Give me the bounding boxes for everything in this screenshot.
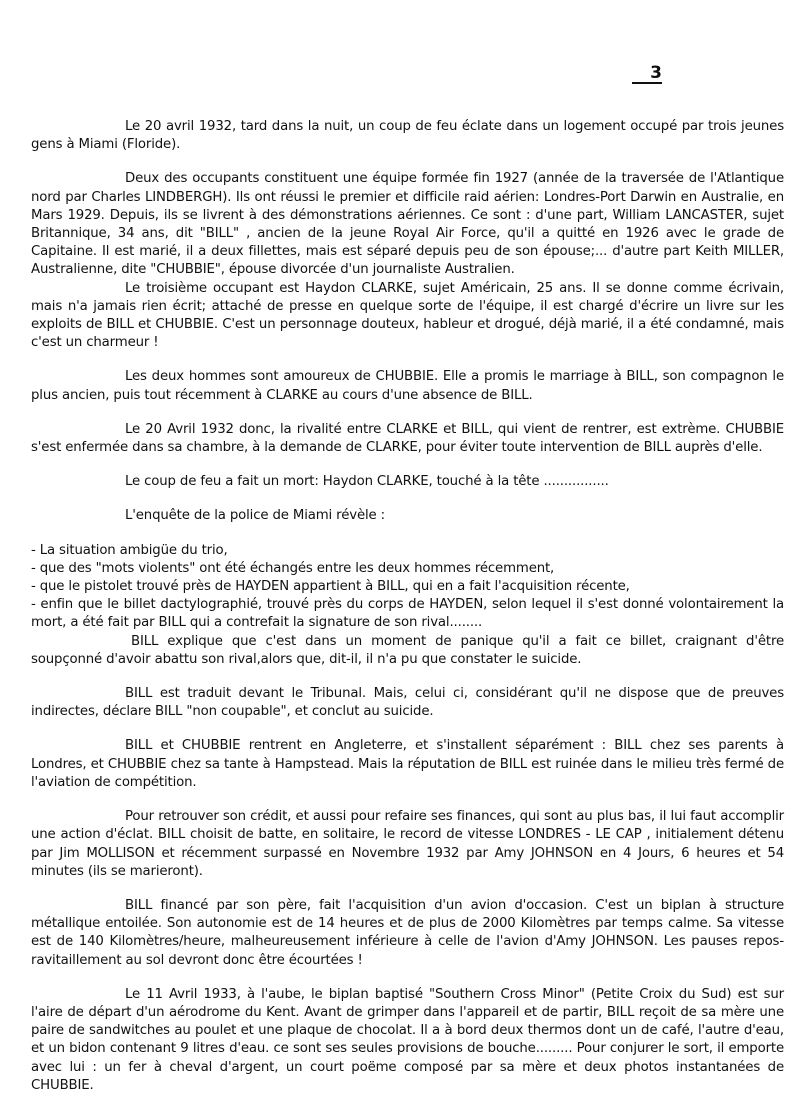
paragraph-8: BILL explique que c'est dans un moment de panique qu'il a fait ce billet, craignant d'être soupçonné d'avoir abattu son rival,alors que, dit-il, il n'a pu que constater le suicide. [31,633,784,667]
paragraph-1: Le 20 avril 1932, tard dans la nuit, un coup de feu éclate dans un logement occupé par trois jeunes gens à Miami (Floride). [31,119,784,153]
paragraph-4: Les deux hommes sont amoureux de CHUBBIE. Elle a promis le marriage à BILL, son compagnon le plus ancien, puis tout récemment à CLARKE au cours d'une absence de BILL. [31,369,784,403]
list-item: - que des "mots violents" ont été échangés entre les deux hommes récemment, [31,560,555,576]
paragraph-10: BILL et CHUBBIE rentrent en Angleterre, et s'installent séparément : BILL chez ses parents à Londres, et CHUBBIE chez sa tante à Hampstead. Mais la réputation de BILL est ruinée dans le milieu très fermé de l'aviation de compétition. [31,738,784,790]
paragraph-3: Le troisième occupant est Haydon CLARKE, sujet Américain, 25 ans. Il se donne comme écrivain, mais n'a jamais rien écrit; attaché de presse en quelque sorte de l'équipe, il est chargé d'écrire un livre sur les exploits de BILL et CHUBBIE. C'est un personnage douteux, hableur et drogué, déjà marié, il a été condamné, mais c'est un charmeur ! [31,280,784,351]
paragraph-13: Le 11 Avril 1933, à l'aube, le biplan baptisé "Southern Cross Minor" (Petite Croix du Sud) est sur l'aire de départ d'un aérodrome du Kent. Avant de grimper dans l'appareil et de partir, BILL reçoit de sa mère une paire de sandwitches au poulet et une plaque de chocolat. Il a à bord deux thermos dont un de café, l'autre d'eau, et un bidon contenant 9 litres d'eau. ce sont ses seules provisions de bouche......... Pour conjurer le sort, il emporte avec lui : un fer à cheval d'argent, un court poëme composé par sa mère et deux photos instantanées de CHUBBIE. [31,986,784,1093]
paragraph-11: Pour retrouver son crédit, et aussi pour refaire ses finances, qui sont au plus bas, il lui faut accomplir une action d'éclat. BILL choisit de batte, en solitaire, le record de vitesse LONDRES - LE CAP , initialement détenu par Jim MOLLISON et récemment surpassé en Novembre 1932 par Amy JOHNSON en 4 Jours, 6 heures et 54 minutes (ils se marieront). [31,809,784,879]
paragraph-12: BILL financé par son père, fait l'acquisition d'un avion d'occasion. C'est un biplan à structure métallique entoilée. Son autonomie est de 14 heures et de plus de 2000 Kilomètres par temps calme. Sa vitesse est de 140 Kilomètres/heure, malheureusement inférieure à celle de l'avion d'Amy JOHNSON. Les pauses repos-ravitaillement au sol devront donc être écourtées ! [31,897,784,968]
paragraph-6: Le coup de feu a fait un mort: Haydon CLARKE, touché à la tête ................ [125,474,609,490]
paragraph-2: Deux des occupants constituent une équipe formée fin 1927 (année de la traversée de l'Atlantique nord par Charles LINDBERGH). Ils ont réussi le premier et difficile raid aérien: Londres-Port Darwin en Australie, en Mars 1929. Depuis, ils se livrent à des démonstrations aériennes. Ce sont : d'une part, William LANCASTER, sujet Britannique, 34 ans, dit "BILL" , ancien de la jeune Royal Air Force, qu'il a quitté en 1926 avec le grade de Capitaine. Il est marié, il a deux fillettes, mais est séparé depuis peu de son épouse;... d'autre part Keith MILLER, Australienne, dite "CHUBBIE", épouse divorcée d'un journaliste Australien. [31,171,784,278]
page-number: 3 [632,64,662,84]
list-item: - enfin que le billet dactylographié, trouvé près du corps de HAYDEN, selon lequel il s'est donné volontairement la mort, a été fait par BILL qui a contrefait la signature de son rival........ [31,597,784,631]
paragraph-9: BILL est traduit devant le Tribunal. Mais, celui ci, considérant qu'il ne dispose que de preuves indirectes, déclare BILL "non coupable", et conclut au suicide. [31,686,784,720]
list-item: - La situation ambigüe du trio, [31,542,228,558]
investigation-list [31,542,784,633]
list-item: - que le pistolet trouvé près de HAYDEN appartient à BILL, qui en a fait l'acquisition récente, [31,579,630,595]
document-body [31,118,784,1111]
investigation-intro: L'enquête de la police de Miami révèle : [125,508,385,524]
paragraph-5: Le 20 Avril 1932 donc, la rivalité entre CLARKE et BILL, qui vient de rentrer, est extrème. CHUBBIE s'est enfermée dans sa chambre, à la demande de CLARKE, pour éviter toute intervention de BILL auprès d'elle. [31,421,784,456]
